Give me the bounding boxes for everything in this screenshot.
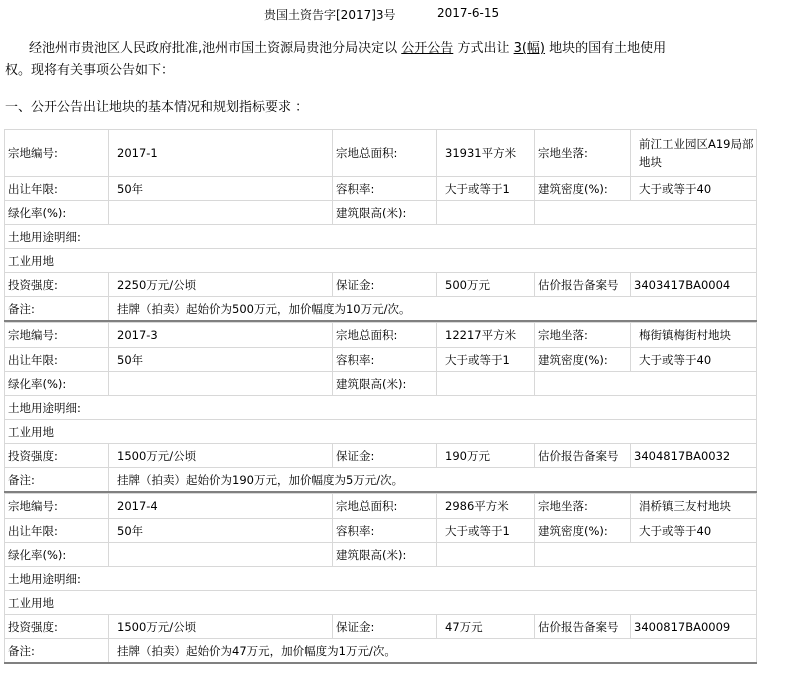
lot-table-2: [4, 322, 757, 493]
term-label: 出让年限:: [5, 348, 109, 372]
table-row: [5, 468, 757, 493]
far-label: 容积率:: [333, 348, 437, 372]
lot-table-3: [4, 493, 757, 664]
appraisal-label: 估价报告备案号: [535, 615, 631, 639]
empty-cell: [535, 372, 757, 396]
table-row: [5, 639, 757, 664]
density-value: 大于或等于40: [631, 348, 757, 372]
green-value: [109, 543, 333, 567]
table-row: [5, 396, 757, 420]
height-value: [437, 543, 535, 567]
intro-line2: 权。现将有关事项公告如下：: [5, 63, 175, 78]
appraisal-label: 估价报告备案号: [535, 444, 631, 468]
green-value: [109, 372, 333, 396]
location-label: 宗地坐落:: [535, 494, 631, 519]
table-row: [5, 543, 757, 567]
green-label: 绿化率(%):: [5, 201, 109, 225]
use-detail-label: 土地用途明细:: [5, 396, 757, 420]
parcel-no-label: 宗地编号:: [5, 323, 109, 348]
use-detail-label: 土地用途明细:: [5, 567, 757, 591]
table-row: [5, 591, 757, 615]
deposit-label: 保证金:: [333, 615, 437, 639]
remark-label: 备注:: [5, 639, 109, 664]
parcel-no-value: 2017-1: [109, 130, 333, 177]
green-label: 绿化率(%):: [5, 543, 109, 567]
height-value: [437, 201, 535, 225]
intro-suffix: 地块的国有土地使用: [549, 41, 667, 56]
far-label: 容积率:: [333, 519, 437, 543]
remark-label: 备注:: [5, 297, 109, 322]
deposit-label: 保证金:: [333, 273, 437, 297]
intro-count: 3(幅): [513, 41, 546, 56]
green-value: [109, 201, 333, 225]
invest-label: 投资强度:: [5, 273, 109, 297]
total-area-label: 宗地总面积:: [333, 494, 437, 519]
term-label: 出让年限:: [5, 519, 109, 543]
lots-container: [4, 129, 756, 664]
land-use-value: 工业用地: [5, 591, 757, 615]
deposit-label: 保证金:: [333, 444, 437, 468]
table-row: [5, 225, 757, 249]
total-area-label: 宗地总面积:: [333, 130, 437, 177]
appraisal-value: 3400817BA0009: [631, 615, 757, 639]
land-use-value: 工业用地: [5, 420, 757, 444]
table-row: [5, 297, 757, 322]
height-label: 建筑限高(米):: [333, 372, 437, 396]
location-value: 梅街镇梅街村地块: [631, 323, 757, 348]
density-value: 大于或等于40: [631, 519, 757, 543]
land-use-value: 工业用地: [5, 249, 757, 273]
table-row: [5, 567, 757, 591]
appraisal-value: 3404817BA0032: [631, 444, 757, 468]
table-row: [5, 130, 757, 177]
table-row: [5, 615, 757, 639]
location-value: 前江工业园区A19局部地块: [631, 130, 757, 177]
density-value: 大于或等于40: [631, 177, 757, 201]
green-label: 绿化率(%):: [5, 372, 109, 396]
document-header: [0, 6, 797, 26]
location-label: 宗地坐落:: [535, 130, 631, 177]
invest-label: 投资强度:: [5, 444, 109, 468]
invest-value: 1500万元/公顷: [109, 444, 333, 468]
use-detail-label: 土地用途明细:: [5, 225, 757, 249]
deposit-value: 47万元: [437, 615, 535, 639]
remark-value: 挂牌（拍卖）起始价为500万元，加价幅度为10万元/次。: [109, 297, 757, 322]
table-row: [5, 323, 757, 348]
table-row: [5, 494, 757, 519]
invest-value: 2250万元/公顷: [109, 273, 333, 297]
invest-value: 1500万元/公顷: [109, 615, 333, 639]
location-value: 涓桥镇三友村地块: [631, 494, 757, 519]
invest-label: 投资强度:: [5, 615, 109, 639]
table-row: [5, 348, 757, 372]
term-value: 50年: [109, 177, 333, 201]
document-number: 贵国土资告字[2017]3号: [264, 8, 396, 22]
table-row: [5, 249, 757, 273]
intro-method: 公开公告: [401, 41, 454, 56]
height-value: [437, 372, 535, 396]
term-value: 50年: [109, 519, 333, 543]
deposit-value: 500万元: [437, 273, 535, 297]
table-row: [5, 420, 757, 444]
location-label: 宗地坐落:: [535, 323, 631, 348]
intro-paragraph: [5, 38, 765, 82]
deposit-value: 190万元: [437, 444, 535, 468]
term-value: 50年: [109, 348, 333, 372]
empty-cell: [535, 543, 757, 567]
parcel-no-value: 2017-3: [109, 323, 333, 348]
total-area-value: 12217平方米: [437, 323, 535, 348]
density-label: 建筑密度(%):: [535, 519, 631, 543]
parcel-no-label: 宗地编号:: [5, 130, 109, 177]
document-date: 2017-6-15: [437, 6, 500, 20]
total-area-value: 31931平方米: [437, 130, 535, 177]
intro-prefix: 经池州市贵池区人民政府批准,池州市国土资源局贵池分局决定以: [29, 41, 398, 56]
density-label: 建筑密度(%):: [535, 177, 631, 201]
table-row: [5, 201, 757, 225]
table-row: [5, 177, 757, 201]
total-area-value: 2986平方米: [437, 494, 535, 519]
parcel-no-label: 宗地编号:: [5, 494, 109, 519]
remark-value: 挂牌（拍卖）起始价为47万元，加价幅度为1万元/次。: [109, 639, 757, 664]
table-row: [5, 372, 757, 396]
height-label: 建筑限高(米):: [333, 543, 437, 567]
intro-middle: 方式出让: [457, 41, 510, 56]
section-title: 一、公开公告出让地块的基本情况和规划指标要求 ：: [5, 100, 309, 115]
density-label: 建筑密度(%):: [535, 348, 631, 372]
total-area-label: 宗地总面积:: [333, 323, 437, 348]
appraisal-label: 估价报告备案号: [535, 273, 631, 297]
table-row: [5, 273, 757, 297]
far-value: 大于或等于1: [437, 348, 535, 372]
far-value: 大于或等于1: [437, 177, 535, 201]
remark-value: 挂牌（拍卖）起始价为190万元，加价幅度为5万元/次。: [109, 468, 757, 493]
far-value: 大于或等于1: [437, 519, 535, 543]
far-label: 容积率:: [333, 177, 437, 201]
parcel-no-value: 2017-4: [109, 494, 333, 519]
remark-label: 备注:: [5, 468, 109, 493]
height-label: 建筑限高(米):: [333, 201, 437, 225]
appraisal-value: 3403417BA0004: [631, 273, 757, 297]
lot-table-1: [4, 129, 757, 322]
table-row: [5, 444, 757, 468]
term-label: 出让年限:: [5, 177, 109, 201]
table-row: [5, 519, 757, 543]
empty-cell: [535, 201, 757, 225]
